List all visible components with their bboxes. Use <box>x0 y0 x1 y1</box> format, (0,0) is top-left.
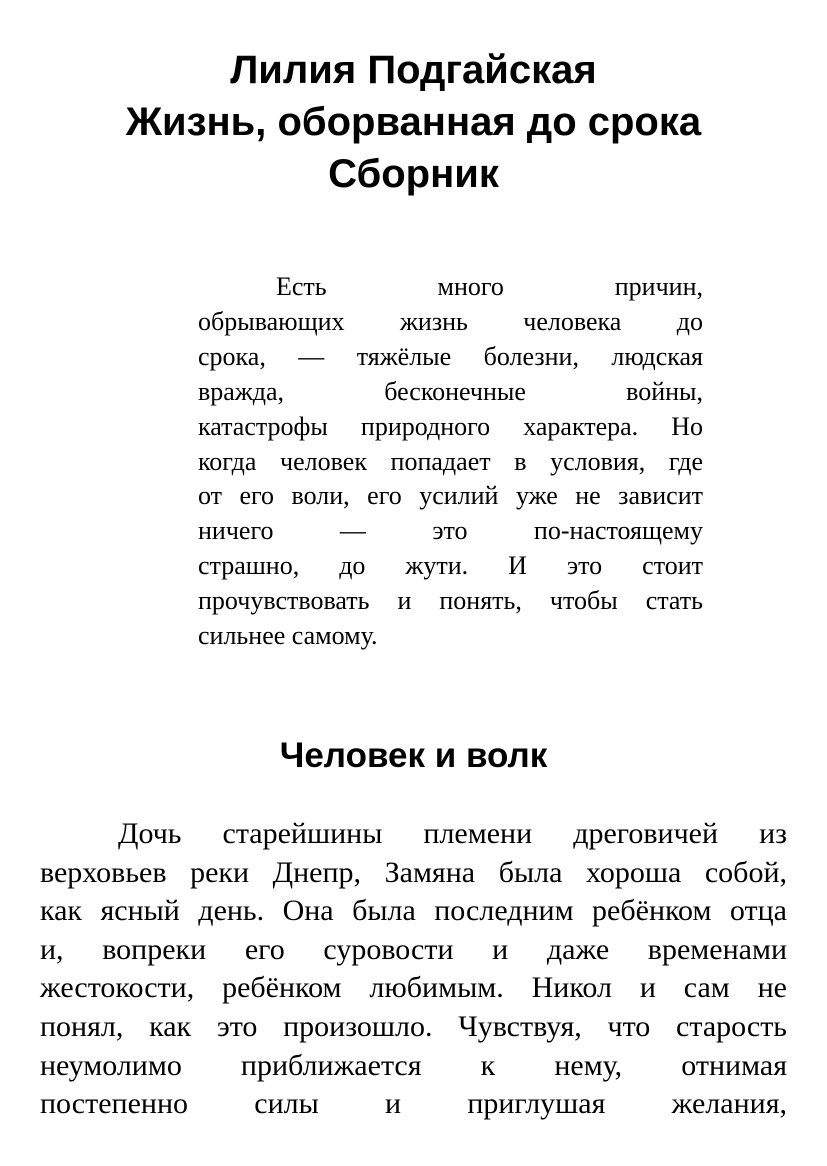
epigraph <box>198 270 703 654</box>
chapter-title: Человек и волк <box>279 736 548 775</box>
body-line: как ясный день. Она была последним ребёнком отца <box>40 894 787 928</box>
epigraph-line: срока, — тяжёлые болезни, людская <box>198 341 703 371</box>
epigraph-line: прочувствовать и понять, чтобы стать <box>198 586 703 616</box>
chapter-body <box>40 815 787 1124</box>
author-name: Лилия Подгайская <box>230 48 597 92</box>
epigraph-line: сильнее самому. <box>198 621 378 651</box>
epigraph-line: катастрофы природного характера. Но <box>198 411 703 441</box>
body-line: понял, как это произошло. Чувствуя, что старость <box>40 1009 787 1043</box>
book-title: Жизнь, оборванная до срока <box>125 100 702 144</box>
body-line: жестокости, ребёнком любимым. Никол и сам не <box>40 971 787 1005</box>
body-line: постепенно силы и приглушая желания, <box>40 1087 787 1121</box>
epigraph-line: ничего — это по-настоящему <box>198 516 703 546</box>
epigraph-line: Есть много причин, <box>276 272 703 301</box>
epigraph-line: когда человек попадает в условия, где <box>198 446 703 476</box>
title-block <box>0 44 827 200</box>
body-line: верховьев реки Днепр, Замяна была хороша собой, <box>40 855 787 889</box>
body-line: Дочь старейшины племени дреговичей из <box>118 817 787 850</box>
book-subtitle: Сборник <box>328 152 499 196</box>
epigraph-line: от его воли, его усилий уже не зависит <box>198 481 703 511</box>
body-line: и, вопреки его суровости и даже временами <box>40 932 787 966</box>
body-line: неумолимо приближается к нему, отнимая <box>40 1048 787 1082</box>
epigraph-line: вражда, бесконечные войны, <box>198 376 703 406</box>
epigraph-line: обрывающих жизнь человека до <box>198 306 703 336</box>
epigraph-line: страшно, до жути. И это стоит <box>198 551 703 581</box>
